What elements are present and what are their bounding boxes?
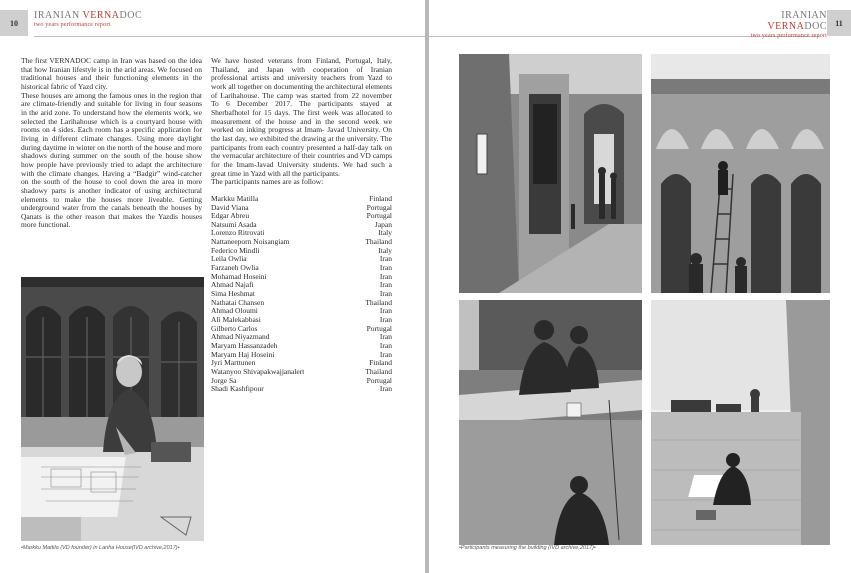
participant-country: Iran: [379, 254, 392, 264]
photo-participants-measuring: [459, 300, 642, 545]
participant-name: Ahmad Oloumi: [211, 306, 258, 316]
participant-country: Iran: [379, 306, 392, 316]
brand-title-highlight: VERNA: [82, 10, 120, 21]
participant-name: Sima Heshmat: [211, 289, 255, 299]
participant-country: Thailand: [365, 237, 392, 247]
participant-country: Portugal: [366, 211, 392, 221]
participant-country: Portugal: [366, 375, 392, 385]
participant-name: Lorenzo Ritrovati: [211, 228, 265, 238]
participant-name: Federico Mindli: [211, 245, 260, 255]
page-number-right: 11: [827, 10, 851, 36]
photo-caption-right: •Participants measuring the building (IVD archive,2017)•: [459, 545, 596, 551]
participant-row: [211, 368, 392, 377]
participant-country: Iran: [379, 341, 392, 350]
participant-name: Shadi Kashfipour: [211, 384, 264, 394]
participant-name: Maryam Hassanzadeh: [211, 341, 278, 350]
brand-title-suffix: DOC: [119, 10, 143, 21]
participant-country: Italy: [378, 228, 392, 238]
participant-country: Iran: [379, 315, 392, 325]
photo-caption-left: •Markku Mattila (VD founder) in Lariha House(IVD archive,2017)•: [21, 545, 180, 551]
participants-list: [211, 195, 392, 394]
participant-country: Iran: [379, 332, 392, 342]
participant-name: Maryam Haj Hoseini: [211, 349, 275, 359]
right-page: [429, 0, 851, 573]
participant-name: Mohamad Hoseini: [211, 271, 267, 281]
participant-name: Ali Malekabbasi: [211, 315, 261, 325]
brand-subtitle: two years performance report: [750, 33, 827, 39]
participants-intro: The participants names are as follow:: [211, 177, 324, 187]
participant-country: Finland: [369, 193, 392, 203]
participant-name: David Viana: [211, 202, 249, 212]
photo-markku-drawing: [21, 277, 204, 541]
header-rule-left: [34, 36, 425, 37]
participant-name: Jyri Marttunen: [211, 358, 256, 368]
participant-country: Thailand: [365, 297, 392, 307]
participant-name: Nathatai Chansen: [211, 297, 265, 307]
left-text-column: [21, 57, 202, 230]
participant-country: Portugal: [366, 202, 392, 212]
participant-name: Jorge Sa: [211, 375, 237, 385]
photo-rooftop-drawing: [651, 300, 830, 545]
participant-country: Iran: [379, 384, 392, 394]
left-page: [0, 0, 425, 573]
participant-name: Leila Owlia: [211, 254, 247, 264]
participant-row: [211, 385, 392, 394]
participant-name: Ahmad Niyazmand: [211, 332, 270, 342]
participant-country: Iran: [379, 289, 392, 299]
photo-courtyard-corridor: [459, 54, 642, 293]
participant-name: Markku Matilla: [211, 193, 259, 203]
page-number-left: 10: [0, 10, 28, 36]
houses-paragraph: These houses are among the famous ones in the region that are climate-friendly and suitable for living in four seasons in the arid zone. To understand how the elements work, we selected the Larihahouse which is a courtyard house with rooms on 4 sides. Each room has a specific application for living in different climate changes. Using more daylight during daytime in winter on the north of the house and more shadows during summer on the south of the house show how people have previously tried to adapt the architecture with the climate changes. Having a “Badgir” wind-catcher on the south of the house to cool down the area in more shadowy parts is another indicator of using architectural elements to make the houses more liveable. Getting underground water from the canals beneath the houses by Qanats is the other reason that makes the Yazdis houses more functional.: [21, 90, 202, 230]
participant-name: Farzaneh Owlia: [211, 263, 259, 273]
brand-title-prefix: IRANIAN: [34, 10, 83, 21]
participant-name: Ahmad Najafi: [211, 280, 254, 290]
brand-title-highlight: VERNA: [767, 21, 805, 32]
participant-country: Italy: [378, 245, 392, 255]
participant-country: Japan: [374, 219, 392, 229]
participant-country: Finland: [369, 358, 392, 368]
right-text-column: [211, 57, 392, 394]
participant-name: Watanyoo Shivapakwajjanalert: [211, 366, 305, 376]
participant-country: Iran: [379, 271, 392, 281]
participant-country: Iran: [379, 349, 392, 359]
participant-name: Edgar Abreu: [211, 211, 250, 221]
participant-name: Natsumi Asada: [211, 219, 257, 229]
participant-name: Nattaneeporn Noisangiam: [211, 237, 290, 247]
brand-header-left: [34, 10, 142, 29]
participant-country: Iran: [379, 263, 392, 273]
camp-paragraph: We have hosted veterans from Finland, Portugal, Italy, Thailand, and Japan with cooperation of Iranian professional artists and university teachers from Yazd to work all together on documenting the architectural elements of Larihahouse. The camp was started from 22 november To 6 December 2017. The participants stayed at Sherbafhotel for 15 days. The first week was allocated to measurement of the house and in the second week we worked on inking progress at Imam- Javad University. On the last day, we exhibited the drawing at the university. The participants from each country presented a half-day talk on the vernacular architecture of their countries and VD camps for the Imam-Javad University students. We had such a great time in Yazd with all the participants.: [211, 56, 392, 178]
brand-title-prefix: IRANIAN: [781, 10, 827, 21]
brand-title-suffix: DOC: [804, 21, 827, 32]
participant-country: Portugal: [366, 323, 392, 333]
intro-paragraph: The first VERNADOC camp in Iran was based on the idea that how Iranian lifestyle is in the arid areas. We focused on traditional houses and their functioning elements in the historical fabric of Yazd city.: [21, 56, 202, 91]
photo-facade-ladder: [651, 54, 830, 293]
participant-name: Gilberto Carlos: [211, 323, 258, 333]
brand-header-right: [741, 10, 827, 40]
brand-subtitle: two years performance report: [34, 22, 111, 28]
participant-country: Thailand: [365, 366, 392, 376]
participant-country: Iran: [379, 280, 392, 290]
